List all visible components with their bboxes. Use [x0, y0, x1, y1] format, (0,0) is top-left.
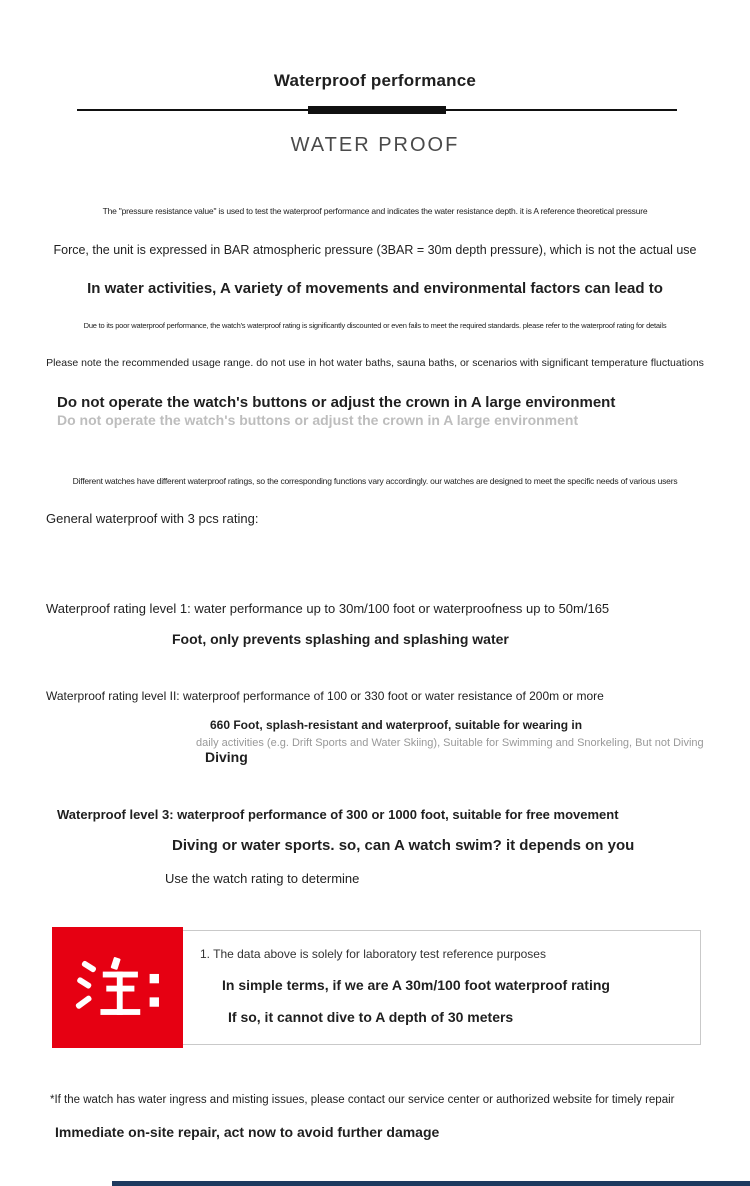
- note-badge-icon: [70, 957, 166, 1019]
- level3-line2-text: Diving or water sports. so, can A watch swim? it depends on you: [172, 837, 635, 854]
- level2-clipped-line: daily activities (e.g. Drift Sports and Water Skiing), Suitable for Swimming and Snorkeling, But not Diving: [196, 737, 704, 749]
- crown-warning-text: Do not operate the watch's buttons or adjust the crown in A large environment: [57, 394, 616, 411]
- page-title: Waterproof performance: [273, 71, 477, 90]
- divider-accent: [308, 106, 446, 114]
- note-line1-text: 1. The data above is solely for laboratory test reference purposes: [200, 947, 546, 961]
- level3-line3-text: Use the watch rating to determine: [165, 871, 360, 886]
- repair-note-text: Immediate on-site repair, act now to avoid further damage: [55, 1124, 440, 1140]
- usage-note-text: Please note the recommended usage range. do not use in hot water baths, sauna baths, or scenarios with significant temperature fluctuations: [46, 357, 704, 369]
- activity-warning-text: In water activities, A variety of movements and environmental factors can lead to: [87, 280, 663, 297]
- level2-line1-text: Waterproof rating level II: waterproof performance of 100 or 330 foot or water resistance of 200m or more: [46, 689, 604, 703]
- level2-line2-text: 660 Foot, splash-resistant and waterproof, suitable for wearing in: [210, 718, 583, 732]
- note-badge: [52, 927, 183, 1048]
- level1-line1-text: Waterproof rating level 1: water performance up to 30m/100 foot or waterproofness up to 50m/165: [46, 601, 610, 616]
- level2-line3-text: Diving: [205, 749, 248, 765]
- general-rating-text: General waterproof with 3 pcs rating:: [46, 511, 259, 526]
- note-line3-text: If so, it cannot dive to A depth of 30 meters: [228, 1009, 514, 1025]
- pressure-note-text: The "pressure resistance value" is used to test the waterproof performance and indicates the water resistance depth. it is A reference theoretical pressure: [102, 206, 648, 216]
- variety-note-text: Different watches have different waterproof ratings, so the corresponding functions vary accordingly. our watches are designed to meet the specific needs of various users: [72, 476, 678, 486]
- next-section-edge: [112, 1181, 750, 1186]
- page-subtitle: WATER PROOF: [290, 134, 460, 156]
- note-line2-text: In simple terms, if we are A 30m/100 foot waterproof rating: [222, 977, 610, 993]
- bar-unit-text: Force, the unit is expressed in BAR atmospheric pressure (3BAR = 30m depth pressure), which is not the actual use: [53, 243, 697, 257]
- level3-line1-text: Waterproof level 3: waterproof performance of 300 or 1000 foot, suitable for free movement: [57, 807, 619, 822]
- service-note-text: *If the watch has water ingress and misting issues, please contact our service center or authorized website for timely repair: [50, 1094, 675, 1106]
- level1-line2-text: Foot, only prevents splashing and splashing water: [172, 631, 509, 647]
- crown-warning-ghost-line: Do not operate the watch's buttons or adjust the crown in A large environment: [57, 412, 579, 428]
- discount-note-text: Due to its poor waterproof performance, the watch's waterproof rating is significantly discounted or even fails to meet the required standards. please refer to the waterproof rating for details: [83, 321, 667, 330]
